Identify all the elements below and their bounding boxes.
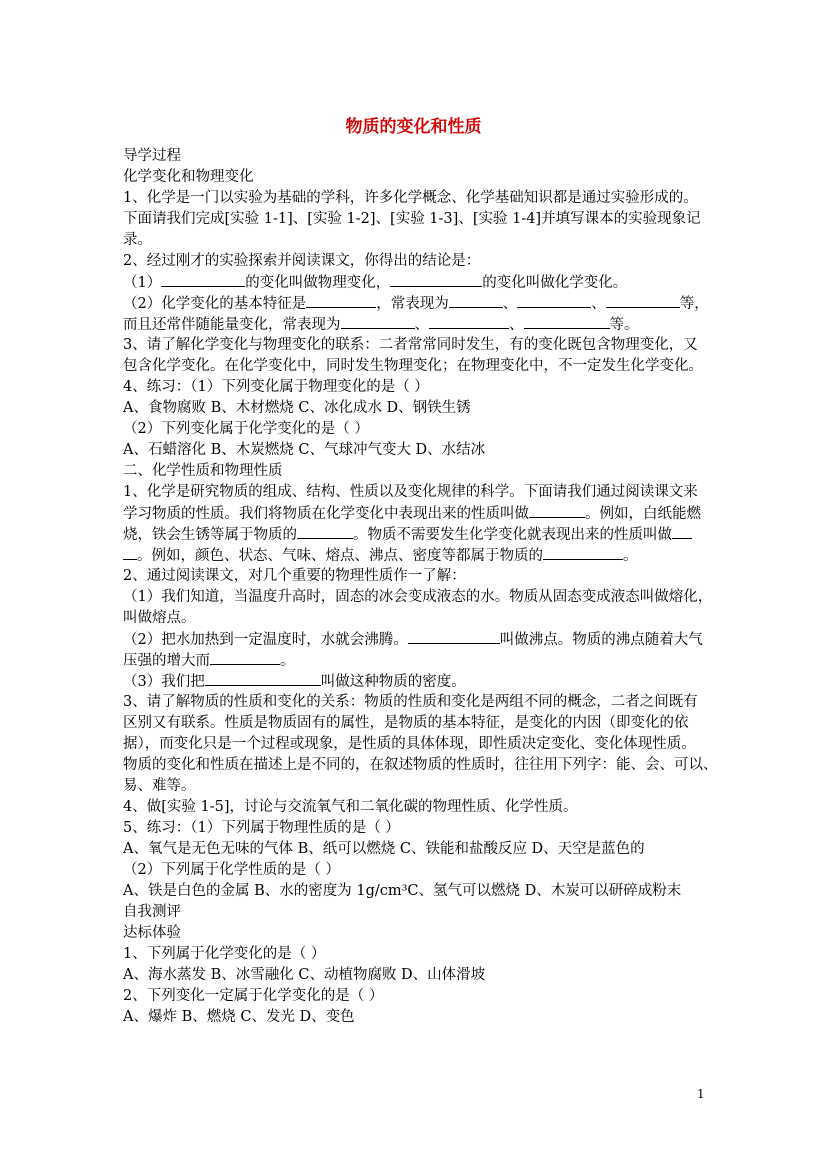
answer-blank[interactable] bbox=[205, 671, 321, 686]
section-heading: 达标体验 bbox=[123, 925, 181, 941]
paragraph-line: 2、通过阅读课文，对几个重要的物理性质作一了解： bbox=[123, 568, 466, 584]
paragraph-line: 区别又有联系。性质是物质固有的属性，是物质的基本特征，是变化的内因（即变化的依 bbox=[123, 715, 689, 731]
fill-line: 学习物质的性质。我们将物质在化学变化中表现出来的性质叫做 。例如，白纸能燃 bbox=[123, 503, 707, 524]
answer-blank[interactable] bbox=[517, 293, 591, 308]
paragraph-line: 包含化学变化。在化学变化中，同时发生物理变化；在物理变化中，不一定发生化学变化。 bbox=[123, 358, 703, 374]
answer-blank[interactable] bbox=[390, 272, 482, 287]
paragraph-line: 1、化学是一门以实验为基础的学科，许多化学概念、化学基础知识都是通过实验形成的。 bbox=[123, 190, 698, 206]
fill-line: （2）化学变化的基本特征是 ，常表现为 、 、 等， bbox=[123, 293, 707, 314]
paragraph-line: 据），而变化只是一个过程或现象，是性质的具体体现，即性质决定变化、变化体现性质。 bbox=[123, 736, 696, 752]
answer-blank[interactable] bbox=[297, 524, 353, 539]
paragraph-line: （1）我们知道，当温度升高时，固态的冰会变成液态的水。物质从固态变成液态叫做熔化， bbox=[123, 589, 713, 605]
fill-line: 而且还常伴随能量变化，常表现为 、 、 等。 bbox=[123, 314, 707, 335]
page-number: 1 bbox=[697, 1087, 705, 1101]
answer-blank[interactable] bbox=[529, 503, 585, 518]
fill-line: （2）把水加热到一定温度时，水就会沸腾。 叫做沸点。物质的沸点随着大气 bbox=[123, 629, 707, 650]
answer-blank[interactable] bbox=[306, 293, 376, 308]
fill-line: （3）我们把 叫做这种物质的密度。 bbox=[123, 671, 707, 692]
options-line: A、铁是白色的金属 B、水的密度为 1g/cm³C、氢气可以燃烧 D、木炭可以研碎成粉末 bbox=[123, 883, 682, 899]
paragraph-line: 下面请我们完成[实验 1-1]、[实验 1-2]、[实验 1-3]、[实验 1-4]并填写课本的实验现象记 bbox=[123, 211, 701, 227]
question-line: 4、练习：（1）下列变化属于物理变化的是（ ） bbox=[123, 379, 429, 395]
answer-blank[interactable] bbox=[161, 272, 245, 287]
fill-line: （1） 的变化叫做物理变化， 的变化叫做化学变化。 bbox=[123, 272, 707, 293]
answer-blank[interactable] bbox=[543, 545, 623, 560]
paragraph-line: 录。 bbox=[123, 232, 152, 248]
section-heading: 导学过程 bbox=[123, 148, 181, 164]
answer-blank[interactable] bbox=[449, 293, 503, 308]
answer-blank[interactable] bbox=[672, 524, 692, 539]
page-title: 物质的变化和性质 bbox=[345, 117, 482, 137]
document-body bbox=[123, 146, 718, 1028]
paragraph-line: 3、请了解化学变化与物理变化的联系：二者常常同时发生，有的变化既包含物理变化，又 bbox=[123, 337, 698, 353]
paragraph-line: 3、请了解物质的性质和变化的关系：物质的性质和变化是两组不同的概念，二者之间既有 bbox=[123, 694, 698, 710]
paragraph-line: 4、做[实验 1-5]，讨论与交流氧气和二氧化碳的物理性质、化学性质。 bbox=[123, 799, 578, 815]
answer-blank[interactable] bbox=[408, 629, 500, 644]
question-line: 5、练习：（1）下列属于物理性质的是（ ） bbox=[123, 820, 400, 836]
answer-blank[interactable] bbox=[123, 545, 137, 560]
paragraph-line: 2、经过刚才的实验探索并阅读课文，你得出的结论是： bbox=[123, 253, 481, 269]
section-heading: 化学变化和物理变化 bbox=[123, 169, 254, 185]
answer-blank[interactable] bbox=[210, 650, 280, 665]
answer-blank[interactable] bbox=[524, 314, 610, 329]
options-line: A、海水蒸发 B、冰雪融化 C、动植物腐败 D、山体滑坡 bbox=[123, 967, 486, 983]
options-line: A、石蜡溶化 B、木炭燃烧 C、气球冲气变大 D、水结冰 bbox=[123, 442, 486, 458]
options-line: A、食物腐败 B、木材燃烧 C、冰化成水 D、钢铁生锈 bbox=[123, 400, 471, 416]
section-heading: 二、化学性质和物理性质 bbox=[123, 463, 283, 479]
paragraph-line: 1、化学是研究物质的组成、结构、性质以及变化规律的科学。下面请我们通过阅读课文来 bbox=[123, 484, 698, 500]
question-line: （2）下列变化属于化学变化的是（ ） bbox=[123, 421, 369, 437]
fill-line: 。例如，颜色、状态、气味、熔点、沸点、密度等都属于物质的 。 bbox=[123, 545, 707, 566]
paragraph-line: 叫做熔点。 bbox=[123, 610, 196, 626]
paragraph-line: 物质的变化和性质在描述上是不同的，在叙述物质的性质时，往往用下列字：能、会、可以、 bbox=[123, 757, 718, 773]
options-line: A、氧气是无色无味的气体 B、纸可以燃烧 C、铁能和盐酸反应 D、天空是蓝色的 bbox=[123, 841, 645, 857]
answer-blank[interactable] bbox=[341, 314, 415, 329]
options-line: A、爆炸 B、燃烧 C、发光 D、变色 bbox=[123, 1009, 355, 1025]
section-heading: 自我测评 bbox=[123, 904, 181, 920]
fill-line: 烧，铁会生锈等属于物质的 。物质不需要发生化学变化就表现出来的性质叫做 bbox=[123, 524, 707, 545]
paragraph-line: 易、难等。 bbox=[123, 778, 196, 794]
question-line: 1、下列属于化学变化的是（ ） bbox=[123, 946, 326, 962]
question-line: 2、下列变化一定属于化学变化的是（ ） bbox=[123, 988, 384, 1004]
fill-line: 压强的增大而 。 bbox=[123, 650, 707, 671]
answer-blank[interactable] bbox=[429, 314, 509, 329]
answer-blank[interactable] bbox=[606, 293, 680, 308]
question-line: （2）下列属于化学性质的是（ ） bbox=[123, 862, 340, 878]
